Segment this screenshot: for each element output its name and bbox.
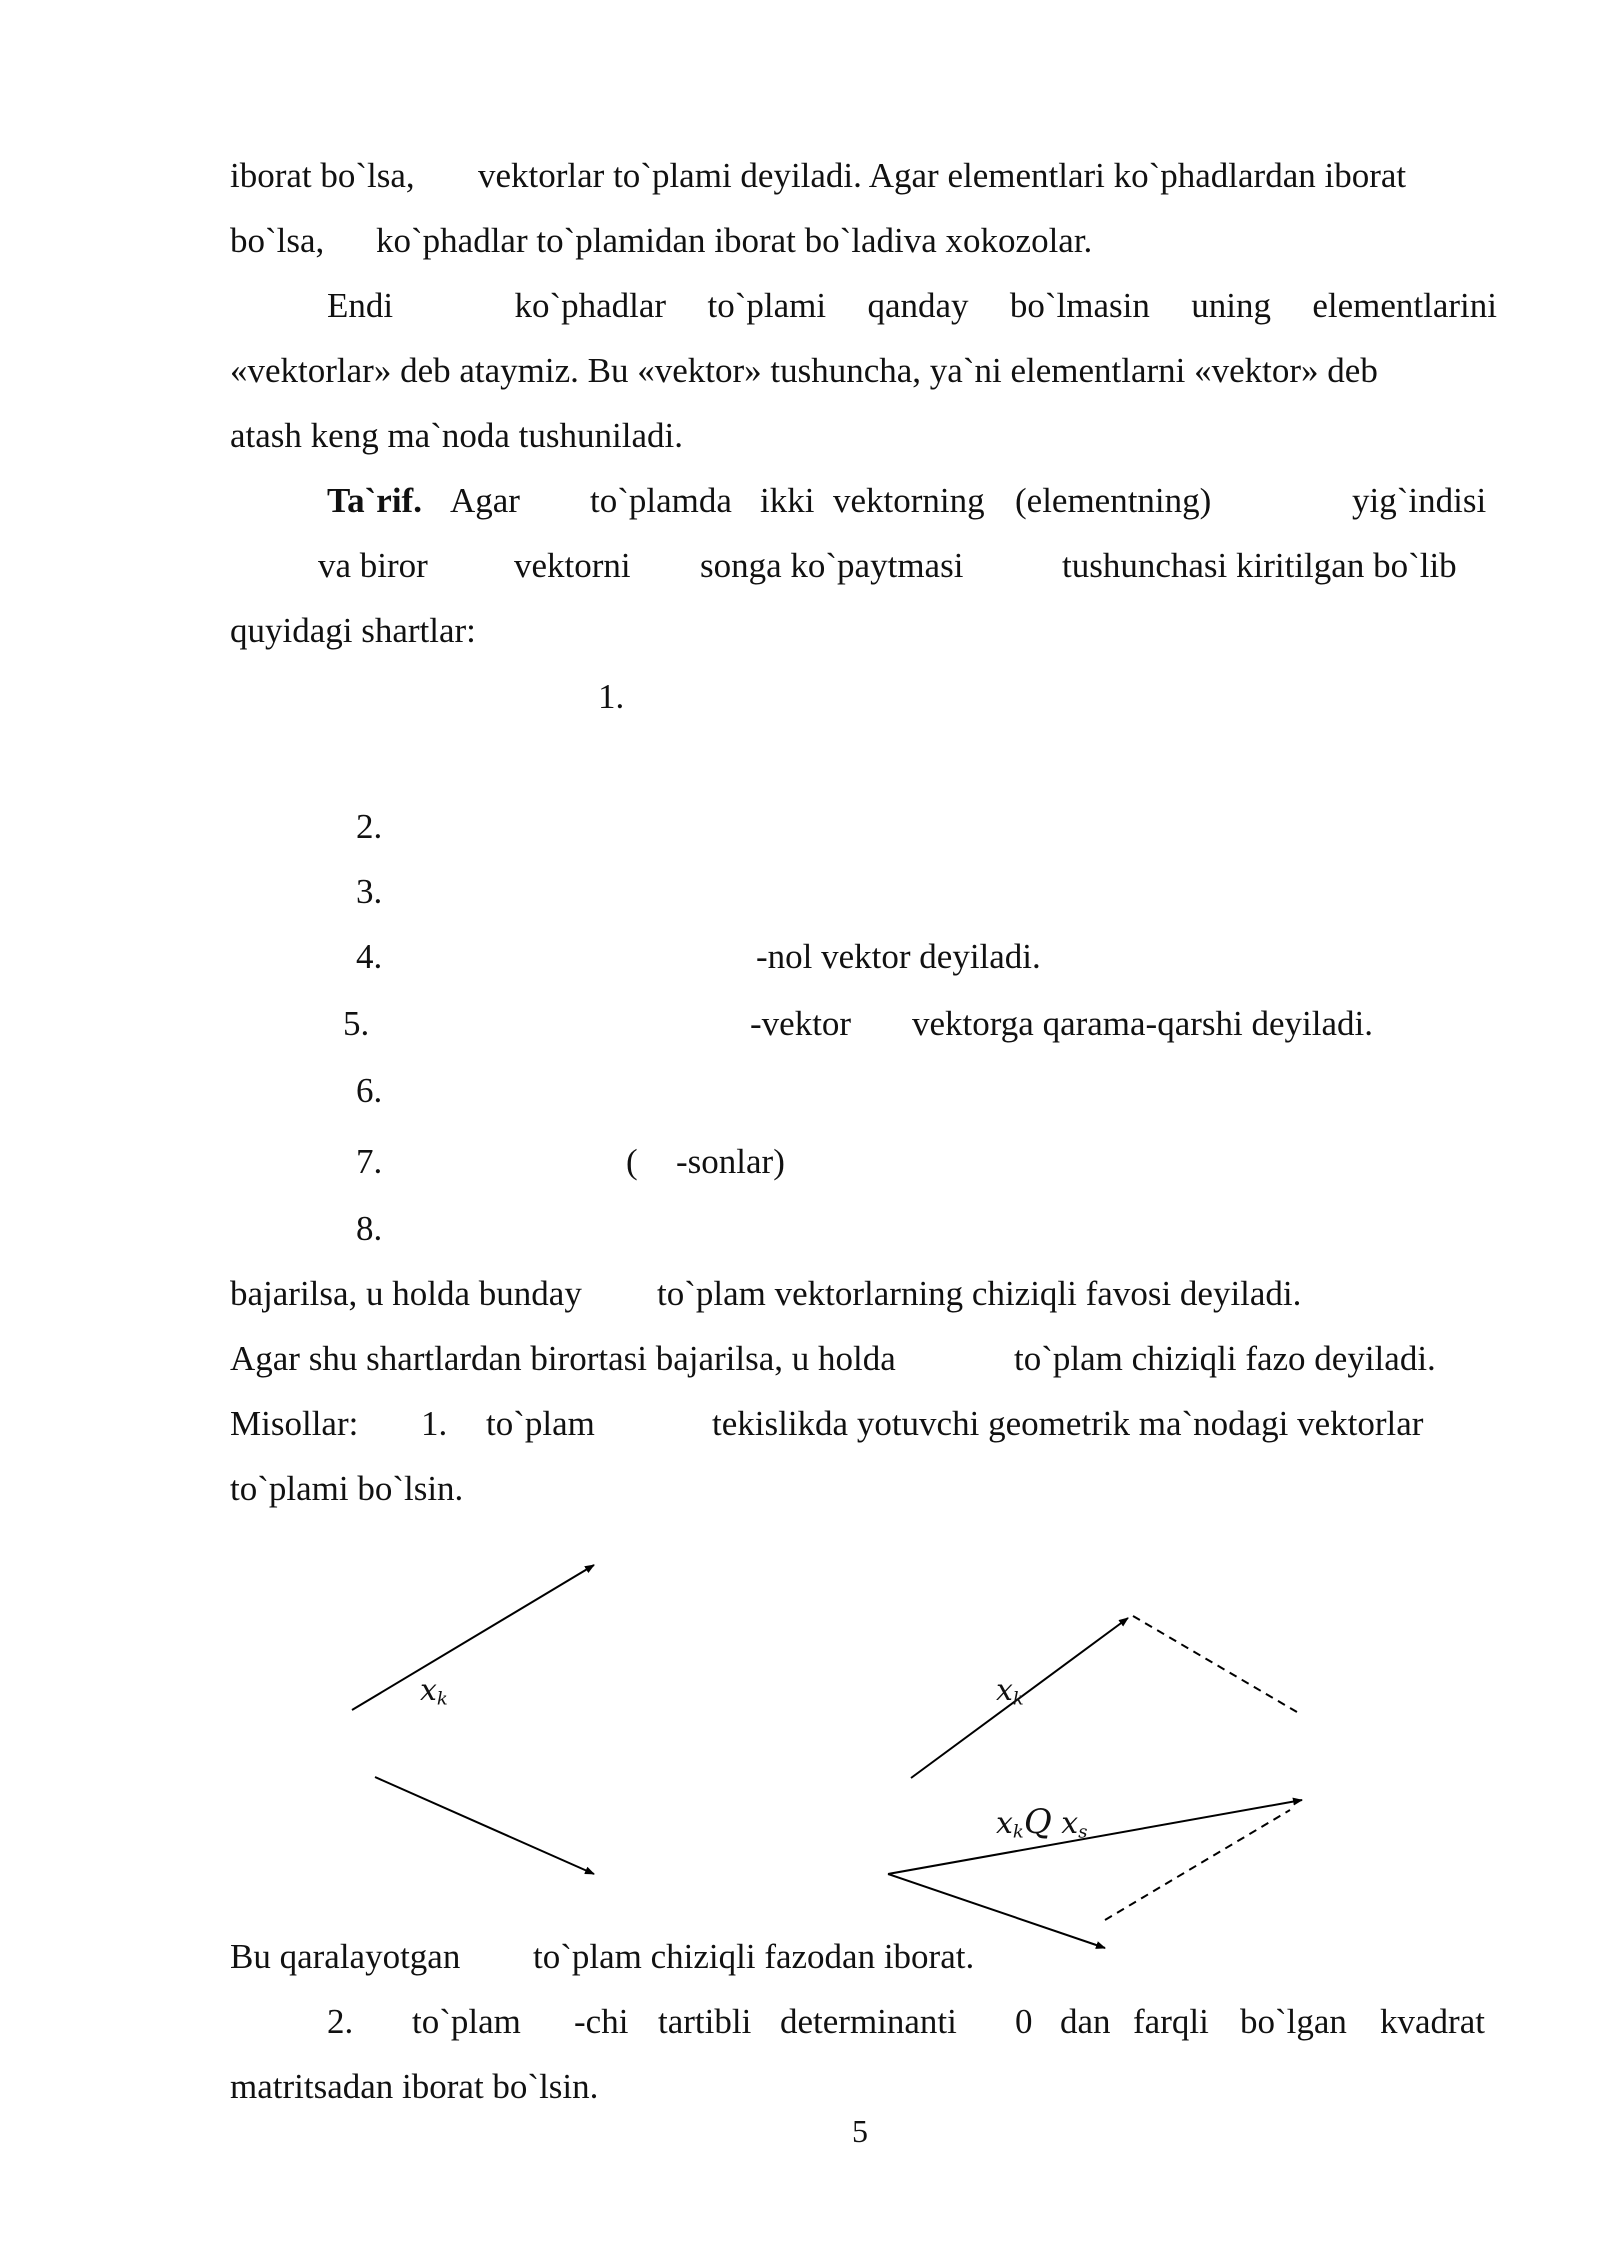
text-line: to`plam [486,1404,595,1443]
text-line: to`plam chiziqli fazodan iborat. [533,1937,975,1976]
condition-text: vektorga qarama-qarshi deyiladi. [912,1004,1373,1043]
vector-sum-label: $x_kQ$ $x_s$ [996,1802,1088,1843]
condition-number: 5. [343,1004,370,1043]
condition-number: 7. [356,1142,383,1181]
condition-number: 8. [356,1209,383,1248]
word: elementlarini [1312,286,1497,325]
word: 0 [1015,2002,1033,2041]
page-number: 5 [852,2113,868,2149]
condition-number: 6. [356,1071,383,1110]
word: to`plamda [590,481,732,520]
word: ikki [760,481,815,520]
vector-xs-arrow [375,1777,594,1874]
text-line: ko`phadlar to`plamidan iborat bo`ladiva xokozolar. [376,221,1093,260]
condition-number: 4. [356,937,383,976]
word: to`plam [412,2002,521,2041]
word: (elementning) [1015,481,1212,520]
word: bo`lgan [1240,2002,1347,2041]
word: vektorni [514,546,631,585]
word: determinanti [780,2002,957,2041]
text-line: quyidagi shartlar: [230,611,476,650]
text-line: Agar shu shartlardan birortasi bajarilsa, u holda [230,1339,896,1378]
word: va biror [318,546,428,585]
word: qanday [867,286,969,325]
text-line: to`plami bo`lsin. [230,1469,464,1508]
condition-number: 3. [356,872,383,911]
parallelogram-dashed-side [1133,1616,1302,1715]
text-line: vektorlar to`plami deyiladi. Agar elementlari ko`phadlardan iborat [478,156,1407,195]
vector-label-xk: $x_k$ [996,1673,1024,1710]
word: uning [1191,286,1271,325]
word: bo`lmasin [1009,286,1150,325]
text-line: matritsadan iborat bo`lsin. [230,2067,599,2106]
condition-text: -sonlar) [676,1142,785,1181]
condition-text: -nol vektor deyiladi. [756,937,1041,976]
word: -chi [574,2002,629,2041]
word: songa ko`paytmasi [700,546,964,585]
word: to`plami [707,286,827,325]
text-line: tekislikda yotuvchi geometrik ma`nodagi vektorlar [712,1404,1424,1443]
text-line: Bu qaralayotgan [230,1937,461,1976]
word: yig`indisi [1352,481,1487,520]
vector-xk-arrow [352,1565,594,1710]
definition-label: Ta`rif. [327,481,422,520]
parallelogram-dashed-side [1105,1810,1290,1920]
word: kvadrat [1380,2002,1485,2041]
word: dan [1060,2002,1111,2041]
word: 2. [327,2002,354,2041]
text-line: atash keng ma`noda tushuniladi. [230,416,683,455]
word: Agar [450,481,520,520]
word: tartibli [658,2002,752,2041]
condition-number: 2. [356,807,383,846]
text-line: to`plam vektorlarning chiziqli favosi deyiladi. [657,1274,1302,1313]
text-line: iborat bo`lsa, [230,156,415,195]
condition-number: 1. [598,677,625,716]
condition-text: ( [626,1142,638,1181]
text-line: to`plam chiziqli fazo deyiladi. [1014,1339,1436,1378]
vector-sum-arrow [888,1800,1302,1874]
word: Endi [327,286,394,325]
text-line: bo`lsa, [230,221,325,260]
word: ko`phadlar [514,286,667,325]
text-line: «vektorlar» deb ataymiz. Bu «vektor» tushuncha, ya`ni elementlarni «vektor» deb [230,351,1378,390]
condition-text: -vektor [750,1004,852,1043]
text-line: 1. [421,1404,448,1443]
word: tushunchasi kiritilgan bo`lib [1062,546,1457,585]
text-line: bajarilsa, u holda bunday [230,1274,582,1313]
text-line: Misollar: [230,1404,359,1443]
vector-label-xk: $x_k$ [420,1673,448,1710]
word: farqli [1133,2002,1209,2041]
word: vektorning [833,481,985,520]
